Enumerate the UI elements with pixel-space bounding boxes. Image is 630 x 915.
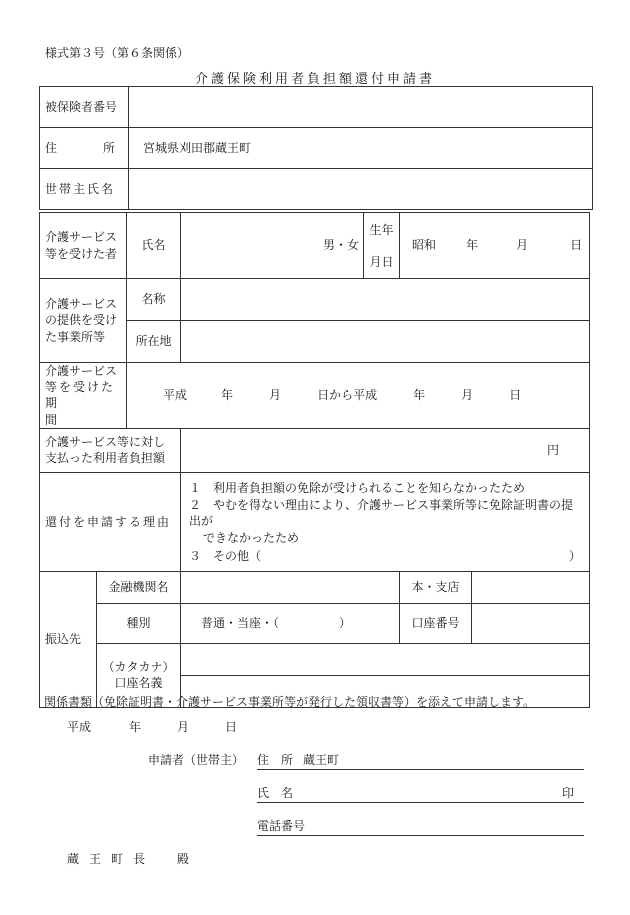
provider-location-field[interactable] — [181, 321, 590, 363]
paid-amount-field[interactable] — [181, 428, 590, 472]
householder-label: 世帯主氏名 — [40, 169, 129, 210]
birth-label-2: 月日 — [369, 254, 394, 269]
period-label-line3b: 間 — [45, 412, 58, 427]
applicant-tel-label: 電話番号 — [257, 819, 306, 833]
provider-label — [40, 279, 127, 363]
birth-label-1: 生年 — [369, 222, 394, 237]
attachment-note: 関係書類（免除証明書・介護サービス事業所等が発行した領収書等）を添えて申請します。 — [44, 695, 536, 709]
provider-name-field[interactable] — [181, 279, 590, 321]
provider-label-line1: 介護サービス — [45, 297, 118, 312]
birth-month: 月 — [516, 238, 529, 253]
period-label — [40, 363, 127, 429]
period-label-line2: 等を受けた — [45, 380, 116, 395]
address-label-1: 住 — [45, 140, 58, 155]
applicant-address-label: 住 所 — [257, 753, 294, 767]
holder-label: 口座名義 — [114, 676, 163, 691]
reason-item-3-close: ） — [569, 548, 582, 563]
reason-field[interactable] — [181, 472, 590, 571]
date-day: 日 — [225, 720, 238, 734]
period-to-day: 日 — [509, 388, 522, 403]
birth-date-field[interactable] — [400, 213, 590, 279]
applicant-name-line[interactable] — [257, 784, 584, 803]
yen-unit: 円 — [547, 443, 560, 458]
provider-label-line3: た事業所等 — [45, 329, 106, 344]
paid-label-line2: 支払った利用者負担額 — [45, 451, 166, 466]
birth-label — [364, 213, 400, 279]
recipient-name-field[interactable] — [181, 213, 364, 279]
account-type-close: ） — [339, 616, 352, 631]
provider-name-label: 名称 — [127, 279, 181, 321]
form-title: 介護保険利用者負担額還付申請書 — [194, 72, 435, 87]
applicant-tel-line[interactable] — [257, 817, 584, 836]
period-field[interactable] — [127, 363, 590, 429]
applicant-address-line[interactable] — [257, 751, 584, 770]
insured-number-field[interactable] — [129, 87, 593, 128]
recipient-name-label: 氏名 — [127, 213, 181, 279]
application-date[interactable] — [67, 718, 237, 735]
account-number-field[interactable] — [472, 603, 590, 643]
period-to-month: 月 — [461, 388, 474, 403]
account-type-options[interactable]: 普通・当座・（ — [201, 616, 280, 631]
reason-item-3[interactable]: ３ その他（ — [189, 548, 262, 563]
kana-label: （カタカナ） — [102, 660, 175, 674]
branch-field[interactable] — [472, 571, 590, 603]
gender-options[interactable]: 男・女 — [323, 238, 360, 253]
form-number: 様式第３号（第６条関係） — [45, 46, 190, 60]
recipient-label-line1: 介護サービス — [45, 230, 118, 245]
seal-mark: 印 — [561, 786, 574, 800]
branch-label: 本・支店 — [400, 571, 472, 603]
transfer-label: 振込先 — [40, 571, 97, 707]
insured-number-label: 被保険者番号 — [40, 87, 129, 128]
account-type-field[interactable] — [181, 603, 400, 643]
recipient-label-line2: 等を受けた者 — [45, 246, 118, 261]
reason-item-2-cont: できなかったため — [203, 531, 300, 546]
reason-item-2[interactable]: ２ やむを得ない理由により、介護サービス事業所等に免除証明書の提出が — [189, 497, 574, 529]
period-label-line1: 介護サービス — [45, 364, 118, 378]
applicant-name-label: 氏 名 — [257, 786, 294, 800]
birth-year: 年 — [466, 238, 479, 253]
date-year: 年 — [129, 720, 142, 734]
bank-name-field[interactable] — [181, 571, 400, 603]
paid-label-line1: 介護サービス等に対し — [45, 435, 166, 450]
paid-amount-label — [40, 428, 181, 472]
reason-label: 還付を申請する理由 — [40, 472, 181, 571]
reason-item-1[interactable]: １ 利用者負担額の免除が受けられることを知らなかったため — [189, 480, 526, 495]
applicant-address-value: 蔵王町 — [303, 753, 340, 767]
applicant-label: 申請者（世帯主） — [148, 753, 245, 767]
period-from-month: 月 — [269, 388, 282, 403]
birth-era: 昭和 — [412, 238, 437, 253]
bank-name-label: 金融機関名 — [97, 571, 181, 603]
period-from-day-to: 日から平成 — [317, 388, 378, 403]
recipient-label — [40, 213, 127, 279]
account-holder-kana-field[interactable] — [181, 643, 590, 675]
period-label-line3a: 期 — [45, 396, 58, 411]
account-number-label: 口座番号 — [400, 603, 472, 643]
account-type-label: 種別 — [97, 603, 181, 643]
householder-field[interactable] — [129, 169, 593, 210]
address-label-2: 所 — [103, 140, 116, 155]
provider-location-label: 所在地 — [127, 321, 181, 363]
date-month: 月 — [177, 720, 190, 734]
application-table — [39, 212, 590, 708]
period-from-year: 年 — [221, 388, 234, 403]
address-field[interactable]: 宮城県刈田郡蔵王町 — [129, 128, 593, 169]
date-era: 平成 — [67, 720, 92, 734]
addressee: 蔵王町長 殿 — [67, 852, 200, 866]
birth-day: 日 — [570, 238, 583, 253]
period-to-year: 年 — [413, 388, 426, 403]
insured-info-table — [39, 86, 593, 210]
provider-label-line2: の提供を受け — [45, 313, 118, 328]
period-era-from: 平成 — [163, 388, 188, 403]
address-label — [40, 128, 129, 169]
